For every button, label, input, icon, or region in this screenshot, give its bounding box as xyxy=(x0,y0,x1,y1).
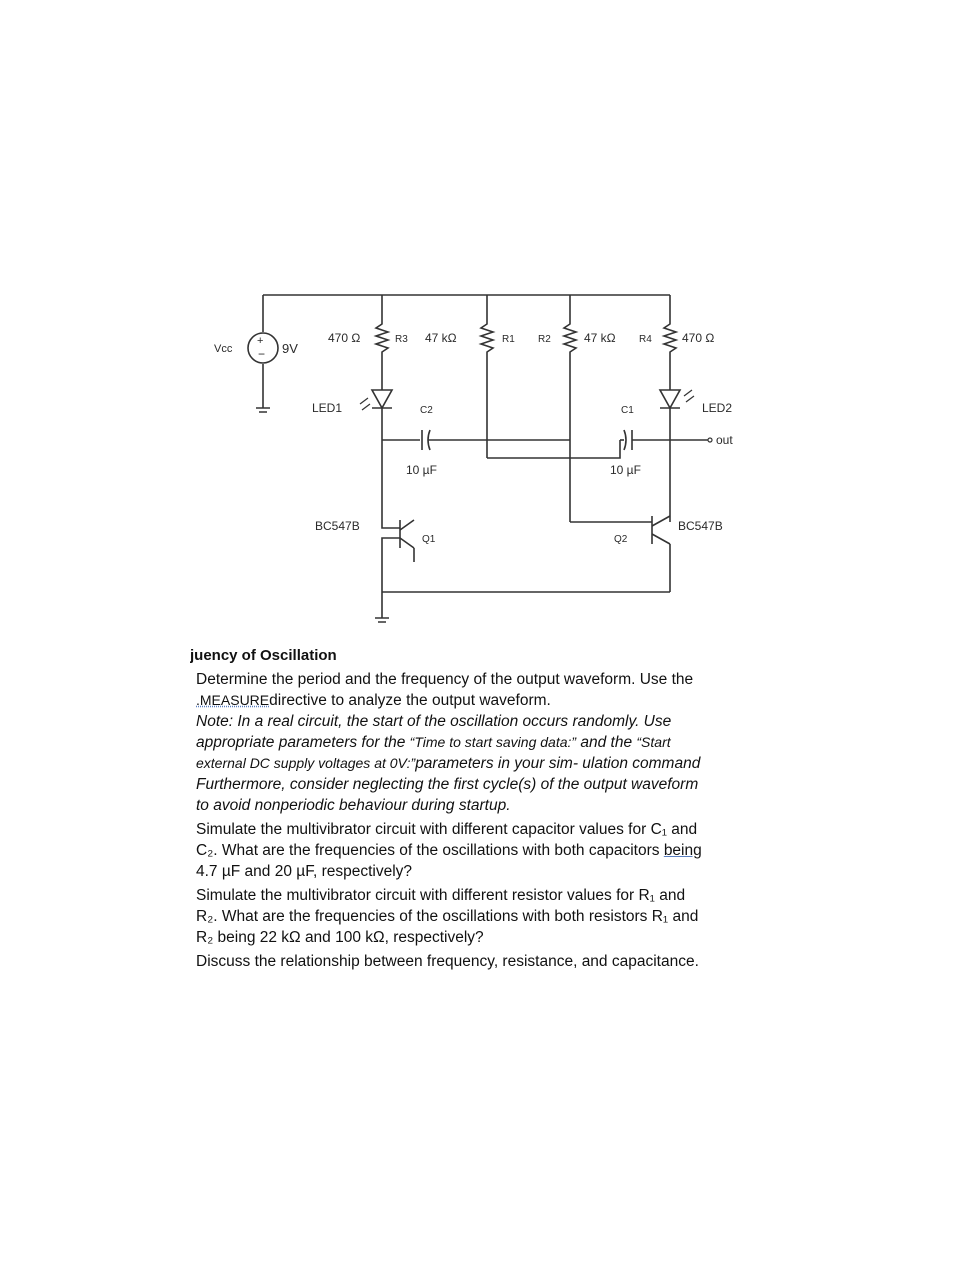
paragraph-3-line-3: R₂ being 22 kΩ and 100 kΩ, respectively? xyxy=(196,929,484,946)
paragraph-2-line-3: 4.7 µF and 20 µF, respectively? xyxy=(196,863,413,880)
note-line-2: appropriate parameters for the “Time to start saving data:” and the “Start xyxy=(196,734,671,751)
c1-value: 10 µF xyxy=(610,463,641,477)
vsource-label: 9V xyxy=(282,341,298,356)
led1-label: LED1 xyxy=(312,401,343,415)
q1-model: BC547B xyxy=(315,519,360,533)
paragraph-2-line-2: C₂. What are the frequencies of the oscillations with both capacitors being xyxy=(196,842,702,859)
r2-resistor xyxy=(564,295,576,522)
note-line-1: Note: In a real circuit, the start of the oscillation occurs randomly. Use xyxy=(196,713,672,730)
q1-name: Q1 xyxy=(422,534,436,545)
r4-value: 470 Ω xyxy=(682,331,715,345)
r3-resistor xyxy=(376,295,388,390)
paragraph-1-line-1: Determine the period and the frequency of the output waveform. Use the xyxy=(196,671,694,688)
c2-value: 10 µF xyxy=(406,463,437,477)
ground-icon-2 xyxy=(375,618,389,622)
out-label: out xyxy=(716,433,733,447)
c1-label: C1 xyxy=(621,405,634,416)
document-text xyxy=(190,646,770,972)
paragraph-3-line-1: Simulate the multivibrator circuit with different resistor values for R₁ and xyxy=(196,887,686,904)
r4-resistor xyxy=(664,295,676,390)
measure-directive: .MEASURE xyxy=(196,692,270,708)
vcc-label: Vcc xyxy=(214,343,233,355)
r1-value: 47 kΩ xyxy=(425,331,457,345)
q2-name: Q2 xyxy=(614,534,628,545)
r1-name: R1 xyxy=(502,334,515,345)
note-line-3: external DC supply voltages at 0V:”parameters in your sim- ulation command xyxy=(196,755,701,772)
r3-name: R3 xyxy=(395,334,408,345)
svg-text:+: + xyxy=(257,335,264,347)
q1-base-wire xyxy=(382,538,400,618)
r1-resistor xyxy=(481,295,493,458)
note-line-5: to avoid nonperiodic behaviour during startup. xyxy=(196,797,511,814)
section-title: juency of Oscillation xyxy=(190,647,337,664)
r2-name: R2 xyxy=(538,334,551,345)
note-line-4: Furthermore, consider neglecting the first cycle(s) of the output waveform xyxy=(196,776,699,793)
r2-value: 47 kΩ xyxy=(584,331,616,345)
paragraph-2-line-1: Simulate the multivibrator circuit with different capacitor values for C₁ and xyxy=(196,821,698,838)
c2-label: C2 xyxy=(420,405,433,416)
led2-icon xyxy=(660,390,680,408)
paragraph-1-line-2: .MEASUREdirective to analyze the output waveform. xyxy=(196,692,551,709)
led1-icon xyxy=(372,390,392,408)
ground-icon xyxy=(256,408,270,412)
paragraph-3-line-2: R₂. What are the frequencies of the oscillations with both resistors R₁ and xyxy=(196,908,699,925)
r3-value: 470 Ω xyxy=(328,331,361,345)
led2-label: LED2 xyxy=(702,401,733,415)
paragraph-4: Discuss the relationship between frequency, resistance, and capacitance. xyxy=(196,953,699,970)
q2-model: BC547B xyxy=(678,519,723,533)
svg-text:−: − xyxy=(258,347,266,361)
r4-name: R4 xyxy=(639,334,652,345)
multivibrator-circuit-diagram xyxy=(200,280,780,640)
